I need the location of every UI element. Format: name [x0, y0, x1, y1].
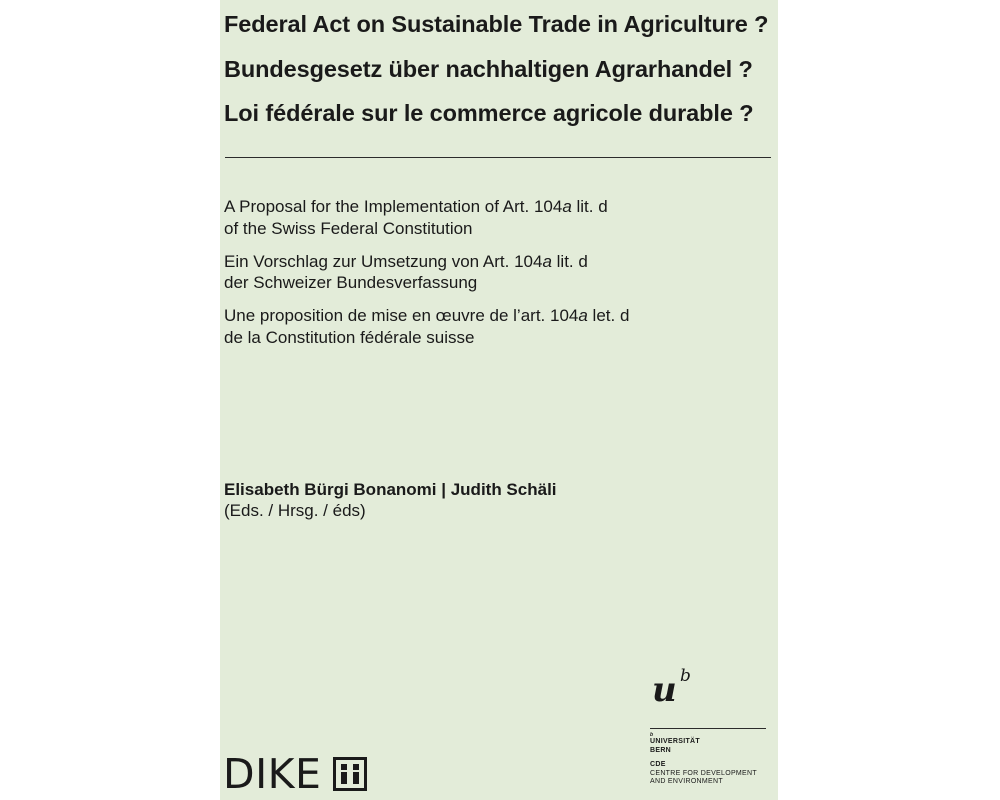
unibe-ub-mark: [650, 666, 768, 712]
cde-line2: AND ENVIRONMENT: [650, 778, 723, 785]
subtitle-english-line1: [224, 196, 744, 218]
subtitle-english-line1-text: A Proposal for the Implementation of Art. 104: [224, 197, 563, 216]
subtitle-german-line1-text: Ein Vorschlag zur Umsetzung von Art. 104: [224, 251, 543, 271]
dike-square-mark-icon: [333, 757, 367, 791]
unibe-name-line1: UNIVERSITÄT: [650, 738, 700, 745]
subtitle-german-article-letter: a: [542, 251, 552, 271]
editor-names: Elisabeth Bürgi Bonanomi | Judith Schäli: [224, 480, 557, 499]
subtitle-english-article-letter: a: [562, 197, 572, 216]
cde-abbreviation: CDE: [650, 761, 666, 768]
subtitle-french-line1-end: let. d: [587, 306, 630, 325]
unibe-name-line2: BERN: [650, 746, 672, 754]
unibe-b-letter: b: [680, 666, 691, 686]
unibe-divider: [650, 728, 766, 729]
unibe-small-b: b: [650, 732, 654, 738]
subtitle-german: [224, 251, 744, 294]
title-block: [224, 2, 776, 136]
subtitle-german-line2: der Schweizer Bundesverfassung: [224, 273, 478, 292]
subtitle-french-line1-text: Une proposition de mise en œuvre de l’art. 104: [224, 306, 579, 325]
subtitle-german-line1: [224, 251, 744, 273]
title-english: Federal Act on Sustainable Trade in Agriculture ?: [224, 11, 769, 37]
subtitle-french-line1: [224, 305, 744, 327]
editor-role: (Eds. / Hrsg. / éds): [224, 501, 366, 520]
subtitle-french: [224, 305, 744, 348]
title-german: Bundesgesetz über nachhaltigen Agrarhandel ?: [224, 55, 753, 82]
subtitle-english-line2: of the Swiss Federal Constitution: [224, 218, 473, 238]
subtitle-block: [224, 196, 744, 360]
title-french: Loi fédérale sur le commerce agricole durable ?: [224, 100, 754, 126]
subtitle-french-article-letter: a: [578, 306, 588, 325]
book-cover: [220, 0, 778, 800]
publisher-name: DIKE: [223, 750, 322, 798]
unibe-u-letter: u: [652, 670, 677, 710]
editors-block: [224, 479, 557, 521]
unibe-name: [650, 733, 768, 755]
publisher-logo: [223, 750, 367, 798]
cde-block: [650, 761, 768, 787]
subtitle-french-line2: de la Constitution fédérale suisse: [224, 327, 475, 347]
subtitle-english: [224, 196, 744, 239]
title-divider: [225, 157, 771, 158]
cde-line1: CENTRE FOR DEVELOPMENT: [650, 769, 757, 777]
university-logo: [650, 666, 768, 787]
subtitle-german-line1-end: lit. d: [551, 251, 588, 271]
subtitle-english-line1-end: lit. d: [571, 197, 608, 216]
